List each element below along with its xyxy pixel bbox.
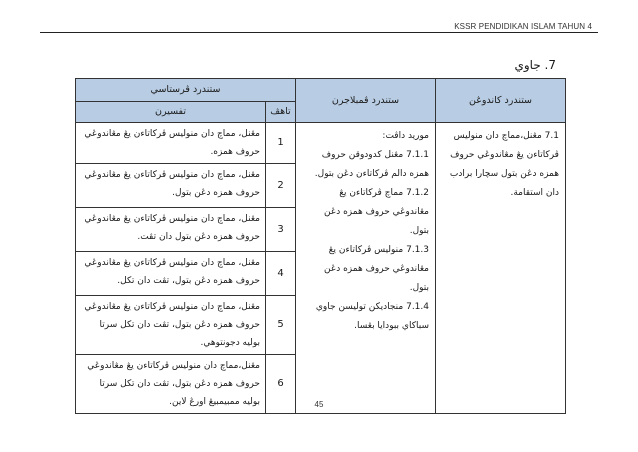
interpretation-cell: مڠنل،مماچ دان منوليس ڤرکاتاءن يڠ مڠاندوڠي حروف همزه دڠن بتول، تڤت دان تکل سرتا بوليه ممبيمبيڠ اورڠ لاين. <box>76 355 266 414</box>
header-performance-standard: ستندرد ڤرستاسي <box>76 79 296 102</box>
interpretation-cell: مڠنل، مماچ دان منوليس ڤرکاتاءن يڠ مڠاندوڠي حروف همزه دڠن بتول، تڤت دان تکل. <box>76 252 266 296</box>
interpretation-cell: مڠنل، مماچ دان منوليس ڤرکاتاءن يڠ مڠاندوڠي حروف همزه دڠن بتول دان تڤت. <box>76 208 266 252</box>
learning-item: 7.1.4 منجاديکن تولیسن جاوي سباکاي ببودايا بڠسا. <box>315 302 429 331</box>
level-cell: 5 <box>266 296 296 355</box>
learning-standard-cell <box>296 123 436 414</box>
learning-item: موريد داڤت: <box>382 131 429 141</box>
table-row <box>76 123 566 164</box>
learning-item: 7.1.2 مماچ ڤرکاتاءن يڠ مڠاندوڠي حروف همزه دڠن بتول. <box>324 188 429 236</box>
header-interpretation: تفسيرن <box>76 102 266 123</box>
learning-item: 7.1.1 مڠنل کدودوقن حروف همزه دالم ڤرکاتاءن دڠن بتول. <box>314 150 429 179</box>
level-cell: 2 <box>266 164 296 208</box>
interpretation-cell: مڠنل، مماچ دان منوليس ڤرکاتاءن يڠ مڠاندوڠي حروف همزه دڠن بتول، تڤت دان تکل سرتا بوليه دجونتوهي. <box>76 296 266 355</box>
header-rule <box>40 32 598 33</box>
page-number: 45 <box>314 400 324 409</box>
header-learning-standard: ستندرد ڤمبلاجرن <box>296 79 436 123</box>
level-cell: 4 <box>266 252 296 296</box>
level-cell: 6 <box>266 355 296 414</box>
level-cell: 3 <box>266 208 296 252</box>
content-standard-cell: 7.1 مڠنل،مماچ دان منوليس ڤرکاتاءن يڠ مڠاندوڠي حروف همزه دڠن بتول سچارا برادب دان استقامة. <box>436 123 566 414</box>
standards-table <box>75 78 566 414</box>
document-header-title: KSSR PENDIDIKAN ISLAM TAHUN 4 <box>454 22 592 31</box>
learning-item: 7.1.3 منوليس ڤرکاتاءن يڠ مڠاندوڠي حروف همزه دڠن بتول. <box>324 245 429 293</box>
level-cell: 1 <box>266 123 296 164</box>
interpretation-cell: مڠنل، مماچ دان منوليس ڤرکاتاءن يڠ مڠاندوڠي حروف همزه دڠن بتول. <box>76 164 266 208</box>
header-level: تاهڤ <box>266 102 296 123</box>
table-header-row-1 <box>76 79 566 102</box>
header-content-standard: ستندرد کاندوڠن <box>436 79 566 123</box>
section-heading: 7. جاوي <box>514 58 556 72</box>
interpretation-cell: مڠنل، مماچ دان منوليس ڤرکاتاءن يڠ مڠاندوڠي حروف همزه. <box>76 123 266 164</box>
